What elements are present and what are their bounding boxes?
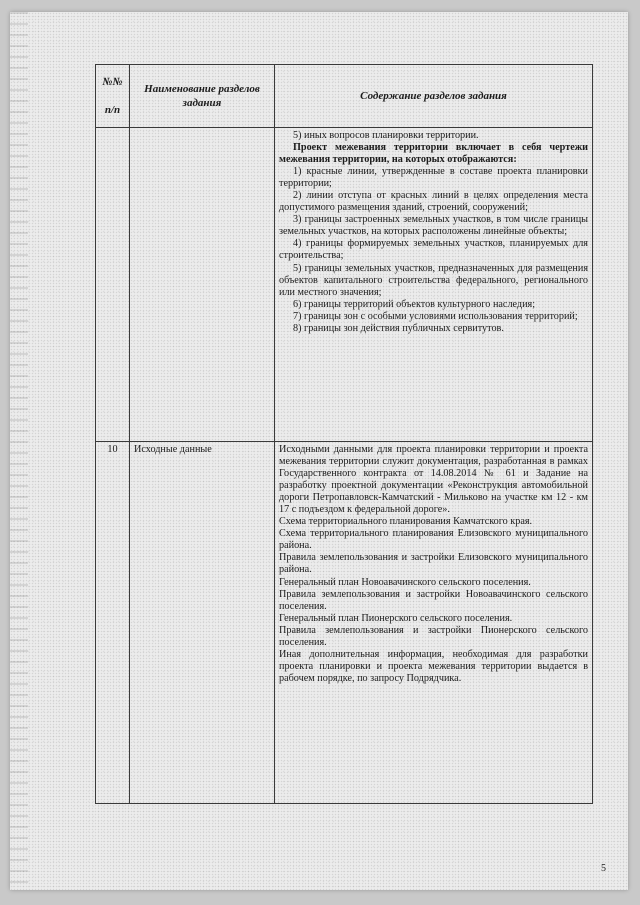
content-line: 8) границы зон действия публичных сервитутов. (293, 322, 504, 334)
content-paragraph: Схема территориального планирования Камчатского края. (279, 516, 533, 528)
content-line: 5) иных вопросов планировки территории. (293, 130, 479, 141)
table-row (96, 128, 593, 442)
content-paragraph: Исходными данными для проекта планировки территории и проекта межевания территории служит документация, разработанная в рамках Государственного контракта от 14.08.2014 № 61 и Задание на разработку проектной документации «Реконструкция автомобильной дороги Петропавловск-Камчатский - Мильково на участке км 12 - км 17 с подъездом к федеральной дороге». (279, 444, 588, 516)
header-number-line2: п/п (104, 104, 121, 116)
header-section-content: Содержание разделов задания (275, 65, 593, 128)
content-paragraph: Схема территориального планирования Елизовского муниципального района. (279, 528, 588, 552)
content-line: 4) границы формируемых земельных участков, планируемых для строительства; (279, 238, 588, 262)
binding-edge (10, 12, 28, 890)
task-table (95, 64, 593, 804)
row2-number: 10 (96, 442, 130, 804)
content-line: 6) границы территорий объектов культурного наследия; (293, 298, 536, 310)
content-paragraph: Генеральный план Новоавачинского сельского поселения. (279, 576, 531, 588)
content-line: 7) границы зон с особыми условиями использования территорий; (293, 310, 578, 322)
row1-content-cell (275, 128, 593, 442)
content-line: 2) линии отступа от красных линий в целях определения места допустимого размещения зданий, строений, сооружений; (279, 190, 588, 214)
row2-section-name: Исходные данные (130, 442, 275, 804)
content-paragraph: Иная дополнительная информация, необходимая для разработки проекта планировки и проекта межевания территории выдается в рабочем порядке, по запросу Подрядчика. (279, 648, 588, 684)
content-paragraph: Правила землепользования и застройки Елизовского муниципального района. (279, 552, 588, 576)
table-header-row (96, 65, 593, 128)
header-number (96, 65, 130, 128)
page-number: 5 (601, 863, 606, 874)
row1-number-cell (96, 128, 130, 442)
document-page (10, 12, 628, 890)
content-line: 5) границы земельных участков, предназначенных для размещения объектов капитального строительства федерального, регионального или местного значения; (279, 262, 588, 298)
row2-content-cell (275, 442, 593, 804)
header-number-line1: №№ (102, 76, 123, 88)
content-paragraph: Генеральный план Пионерского сельского поселения. (279, 612, 513, 624)
content-line: 1) красные линии, утвержденные в составе проекта планировки территории; (279, 166, 588, 190)
table-row (96, 442, 593, 804)
row1-name-cell (130, 128, 275, 442)
content-paragraph: Правила землепользования и застройки Новоавачинского сельского поселения. (279, 588, 588, 612)
content-paragraph: Правила землепользования и застройки Пионерского сельского поселения. (279, 624, 588, 648)
header-section-name: Наименование разделов задания (130, 65, 275, 128)
content-line: 3) границы застроенных земельных участков, в том числе границы земельных участков, на которых расположены линейные объекты; (279, 214, 588, 238)
content-heading: Проект межевания территории включает в себя чертежи межевания территории, на которых отображаются: (279, 142, 588, 166)
